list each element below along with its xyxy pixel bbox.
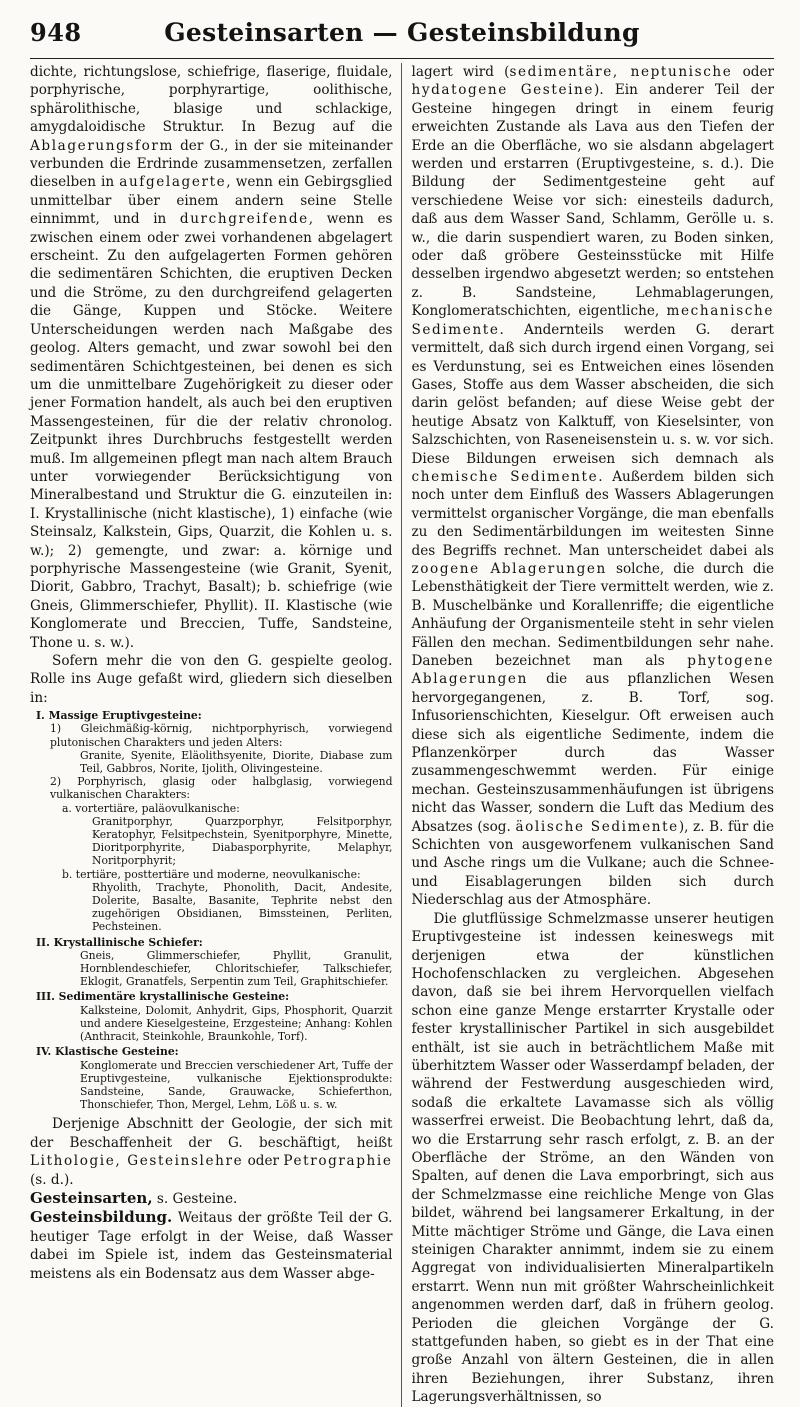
- text-run: (s. d.).: [30, 1171, 74, 1188]
- text-columns: [30, 63, 774, 1407]
- group-items: Konglomerate und Breccien verschiedener Art, Tuffe der Eruptivgesteine, vulkanische Ejektionsprodukte: Sandsteine, Sande, Grauwacke, Schieferthon, Thonschiefer, Thon, Mergel, Lehm, Löß u. s. w.: [80, 1058, 393, 1112]
- term-petrographie: Petrographie: [283, 1153, 393, 1170]
- entry-text: Weitaus der größte Teil der G. heutiger Tage erfolgt in der Weise, daß Wasser dabei im Spiele ist, indem das Gesteinsmaterial meistens als ein Bodensatz aus dem Wasser abge-: [30, 1210, 393, 1282]
- subgroup-heading: a. vortertiäre, paläovulkanische:: [62, 801, 240, 815]
- running-title: Gesteinsarten — Gesteinsbildung: [164, 18, 640, 47]
- group-items: Kalksteine, Dolomit, Anhydrit, Gips, Phosphorit, Quarzit und andere Kieselgesteine, Erzgesteine; Anhang: Kohlen (Anthracit, Steinkohle, Braunkohle, Torf).: [80, 1003, 393, 1044]
- term-phytogene: phytogene Ablagerungen: [411, 653, 774, 688]
- text-run: , wenn ein Gebirgsglied unmittelbar über einem andern seine Stelle einnimmt, und in: [30, 174, 393, 228]
- category-title: IV. Klastische Gesteine:: [36, 1045, 179, 1059]
- term-chemische-sedimente: chemische Sedimente: [411, 468, 599, 485]
- classification-list: [30, 709, 393, 1111]
- category-crystalline-schists: [36, 936, 393, 989]
- paragraph-lithology: [30, 1115, 393, 1189]
- text-run: dichte, richtungslose, schiefrige, flaserige, fluidale, porphyrische, porphyrartige, oolithische, sphärolithische, blasige und schlackige, amygdaloidische Struktur. In Bezug auf die: [30, 64, 393, 136]
- page-number: 948: [30, 18, 82, 47]
- entry-headword: Gesteinsarten,: [30, 1188, 153, 1207]
- term-sedimentaere: sedimentäre, neptunische: [509, 64, 733, 80]
- term-aufgelagerte: aufgelagerte: [119, 174, 227, 191]
- category-title: II. Krystallinische Schiefer:: [36, 935, 203, 949]
- entry-text: s. Gesteine.: [152, 1190, 238, 1207]
- subgroup-items: Rhyolith, Trachyte, Phonolith, Dacit, Andesite, Dolerite, Basalte, Basanite, Tephrite nebst den zugehörigen Obsidianen, Bimssteinen, Perliten, Pechsteinen.: [92, 880, 393, 934]
- category-title: I. Massige Eruptivgesteine:: [36, 709, 202, 723]
- right-column: [402, 63, 775, 1407]
- term-mechanische-sedimente: mechanische Sedimente: [411, 303, 774, 338]
- term-ablagerungsform: Ablagerungsform: [30, 137, 175, 154]
- text-run: ), z. B. für die Schichten von ausgeworfenem vulkanischen Sand und Asche rings um die Vulkane; auch die Schnee- und Eisablagerungen bilden sich durch Niederschlag aus der Atmosphäre.: [411, 818, 774, 909]
- page-header: [30, 14, 774, 59]
- term-lithologie: Lithologie, Gesteinslehre: [30, 1153, 244, 1170]
- text-run: solche, die durch die Lebensthätigkeit der Tiere vermittelt werden, wie z. B. Muschelbänke und Korallenriffe; die eigentliche Anhäufung der Organismenteile steht in sehr vielen Fällen den mechan. Sedimentbildungen sehr nahe. Daneben bezeichnet man als: [411, 560, 774, 669]
- term-hydatogene: hydatogene Gesteine: [411, 82, 595, 99]
- text-run: . Außerdem bilden sich noch unter dem Einfluß des Wassers Ablagerungen vermittelst organischer Vorgänge, die man ebenfalls zu den Sedimentärbildungen im weitesten Sinne des Begriffs rechnet. Man unterscheidet dabei als: [411, 468, 774, 559]
- paragraph-role: Sofern mehr die von den G. gespielte geolog. Rolle ins Auge gefaßt wird, gliedern sich dieselben in:: [30, 653, 393, 706]
- text-run: oder: [732, 64, 775, 80]
- text-run: Derjenige Abschnitt der Geologie, der sich mit der Beschaffenheit der G. beschäftigt, heißt: [30, 1116, 393, 1151]
- text-run: lagert wird (: [411, 64, 510, 80]
- group-items: Granite, Syenite, Eläolithsyenite, Diorite, Diabase zum Teil, Gabbros, Norite, Ijolith, Olivingesteine.: [80, 748, 393, 776]
- paragraph-sediments: [412, 63, 775, 910]
- group-items: Gneis, Glimmerschiefer, Phyllit, Granulit, Hornblendeschiefer, Chloritschiefer, Talkschiefer, Eklogit, Granatfels, Serpentin zum Teil, Graphitschiefer.: [80, 948, 393, 989]
- term-aeolische: äolische Sedimente: [515, 818, 679, 835]
- group-heading: 2) Porphyrisch, glasig oder halbglasig, vorwiegend vulkanischen Charakters:: [50, 775, 393, 802]
- text-run: der G., in der sie miteinander verbunden die Erdrinde zusammensetzen, zerfallen dieselben in: [30, 137, 393, 191]
- entry-gesteinsarten: [30, 1189, 393, 1208]
- term-zoogene: zoogene Ablagerungen: [411, 560, 607, 577]
- paragraph-structure: [30, 63, 393, 652]
- category-clastic: [36, 1045, 393, 1111]
- entry-headword: Gesteinsbildung.: [30, 1208, 173, 1227]
- category-eruptive: [36, 709, 393, 933]
- text-run: ). Ein anderer Teil der Gesteine hingegen dringt in einem feurig erweichten Zustande als Lava aus den Tiefen der Erde an die Oberfläche, wo sie alsdann abgelagert werden und erstarren (Eruptivgesteine, s. d.). Die Bildung der Sedimentgesteine geht auf verschiedene Weise vor sich: einesteils dadurch, daß aus dem Wasser Sand, Schlamm, Gerölle u. s. w., die darin suspendiert waren, zu Boden sinken, oder daß gröbere Gesteinsstücke mit Hilfe desselben irgendwo abgesetzt werden; so entstehen z. B. Sandsteine, Lehmablagerungen, Konglomeratschichten, eigentliche,: [411, 82, 774, 320]
- category-title: III. Sedimentäre krystallinische Gesteine:: [36, 990, 290, 1004]
- subgroup-items: Granitporphyr, Quarzporphyr, Felsitporphyr, Keratophyr, Felsitpechstein, Syenitporphyre, Minette, Dioritporphyrite, Diabasporphyrite, Melaphyr, Noritporphyrit;: [92, 814, 393, 868]
- entry-gesteinsbildung: [30, 1208, 393, 1283]
- term-durchgreifende: durchgreifende: [179, 211, 309, 228]
- text-run: , wenn es zwischen einem oder zwei vorhandenen abgelagert erscheint. Zu den aufgelagerten Formen gehören die sedimentären Schichten, die eruptiven Decken und die Ströme, zu den durchgreifend gelagerten die Gänge, Kuppen und Stöcke. Weitere Unterscheidungen werden nach Maßgabe des geolog. Alters gemacht, und zwar sowohl bei den sedimentären Schichtgesteinen, bei denen es sich um die unmittelbare Zugehörigkeit zu dieser oder jener Formation handelt, als auch bei den eruptiven Massengesteinen, für die der relativ chronolog. Zeitpunkt ihres Durchbruchs festgestellt werden muß. Im allgemeinen pflegt man nach altem Brauch unter vorwiegender Berücksichtigung von Mineralbestand und Struktur die G. einzuteilen in: I. Krystallinische (nicht klastische), 1) einfache (wie Steinsalz, Kalkstein, Gips, Quarzit, die Kohlen u. s. w.); 2) gemengte, und zwar: a. körnige und porphyrische Massengesteine (wie Granit, Syenit, Diorit, Gabbro, Trachyt, Basalt); b. schiefrige (wie Gneis, Glimmerschiefer, Phyllit). II. Klastische (wie Konglomerate und Breccien, Tuffe, Sandsteine, Thone u. s. w.).: [30, 211, 393, 651]
- text-run: . Andernteils werden G. derart vermittelt, daß sich durch irgend einen Vorgang, sei es Verdunstung, sei es Entweichen eines lösenden Gases, Stoffe aus dem Wasser abscheiden, die sich darin gelöst befanden; auf diese Weise gebt der heutige Absatz von Kalktuff, von Kieselsinter, von Salzschichten, von Raseneisenstein u. s. w. vor sich. Diese Bildungen erweisen sich demnach als: [411, 321, 774, 467]
- group-heading: 1) Gleichmäßig-körnig, nichtporphyrisch, vorwiegend plutonischen Charakters und jeden Alters:: [50, 722, 393, 749]
- text-run: die aus pflanzlichen Wesen hervorgegangenen, z. B. Torf, sog. Infusorienschichten, Kieselgur. Oft erweisen auch diese sich als eigentliche Sedimente, indem die Pflanzenkörper durch das Wasser zusammengeschwemmt werden. Für einige mechan. Gesteinszusammenhäufungen ist übrigens nicht das Wasser, sondern die Luft das Medium des Absatzes (sog.: [411, 671, 774, 835]
- category-sedimentary-crystalline: [36, 990, 393, 1043]
- paragraph-melt: Die glutflüssige Schmelzmasse unserer heutigen Eruptivgesteine ist indessen keineswegs mit derjenigen etwa der künstlichen Hochofenschlacken zu vergleichen. Abgesehen davon, daß sie bei ihrem Hervorquellen vielfach schon eine ganze Menge erstarrter Krystalle oder fester krystallinischer Partikel in sich ausgebildet enthält, ist sie auch in beträchtlichem Maße mit überhitztem Wasser oder Wasserdampf beladen, der während der Festwerdung ausgeschieden wird, sodaß die erkaltete Lavamasse sich als völlig wasserfrei erweist. Die Beobachtung lehrt, daß da, wo die Erstarrung sehr rasch erfolgt, z. B. an der Oberfläche der Ströme, an den Wänden von Spalten, auf denen die Lava emporbringt, sich aus der Schmelzmasse eine reichliche Menge von Glas bildet, während bei langsamerer Erkaltung, in der Mitte mächtiger Ströme und Gänge, die Lava einen steinigen Charakter annimmt, indem sie zu einem Aggregat von individualisierten Mineralpartikeln erstarrt. Wenn nun mit größter Wahrscheinlichkeit angenommen werden darf, daß in frühern geolog. Perioden die gleichen Vorgänge der G. stattgefunden haben, so giebt es in der That eine große Anzahl von ältern Gesteinen, die in allen ihren Beziehungen, ihrer Substanz, ihren Lagerungsverhältnissen, so: [411, 910, 774, 1406]
- left-column: [30, 63, 402, 1407]
- text-run: oder: [243, 1153, 284, 1170]
- subgroup-heading: b. tertiäre, posttertiäre und moderne, neovulkanische:: [62, 867, 361, 881]
